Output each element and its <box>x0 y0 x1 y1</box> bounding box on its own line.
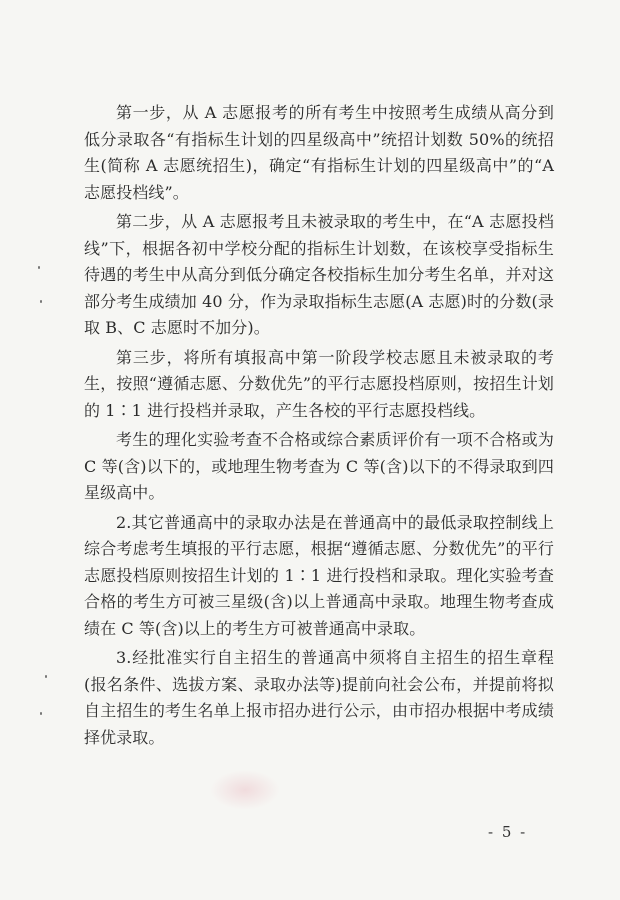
document-body <box>84 100 554 754</box>
margin-dot <box>40 300 42 303</box>
faint-stamp-mark <box>210 770 280 810</box>
paragraph-item-3: 3.经批准实行自主招生的普通高中须将自主招生的招生章程(报名条件、选拔方案、录取办法等)提前向社会公布，并提前将拟自主招生的考生名单上报市招办进行公示，由市招办根据中考成绩择优录取。 <box>84 648 554 747</box>
margin-dot <box>45 675 47 678</box>
paragraph-step-three: 第三步，将所有填报高中第一阶段学校志愿且未被录取的考生，按照“遵循志愿、分数优先”的平行志愿投档原则，按招生计划的 1∶1 进行投档并录取，产生各校的平行志愿投档线。 <box>84 347 554 420</box>
paragraph-restriction: 考生的理化实验考查不合格或综合素质评价有一项不合格或为 C 等(含)以下的，或地理生物考查为 C 等(含)以下的不得录取到四星级高中。 <box>84 430 554 502</box>
paragraph-step-one: 第一步，从 A 志愿报考的所有考生中按照考生成绩从高分到低分录取各“有指标生计划的四星级高中”统招计划数 50%的统招生(简称 A 志愿统招生)，确定“有指标生计划的四星级高中”的“A 志愿投档线”。 <box>84 103 554 202</box>
margin-dot <box>38 266 40 269</box>
page-number: - 5 - <box>488 823 528 841</box>
margin-dot <box>40 712 42 715</box>
paragraph-step-two: 第二步，从 A 志愿报考且未被录取的考生中，在“A 志愿投档线”下，根据各初中学校分配的指标生计划数，在该校享受指标生待遇的考生中从高分到低分确定各校指标生加分考生名单，并对这部分考生成绩加 40 分，作为录取指标生志愿(A 志愿)时的分数(录取 B、C 志愿时不加分)。 <box>84 212 554 337</box>
paragraph-item-2: 2.其它普通高中的录取办法是在普通高中的最低录取控制线上综合考虑考生填报的平行志愿，根据“遵循志愿、分数优先”的平行志愿投档原则按招生计划的 1∶1 进行投档和录取。理化实验考查合格的考生方可被三星级(含)以上普通高中录取。地理生物考查成绩在 C 等(含)以上的考生方可被普通高中录取。 <box>84 512 554 638</box>
